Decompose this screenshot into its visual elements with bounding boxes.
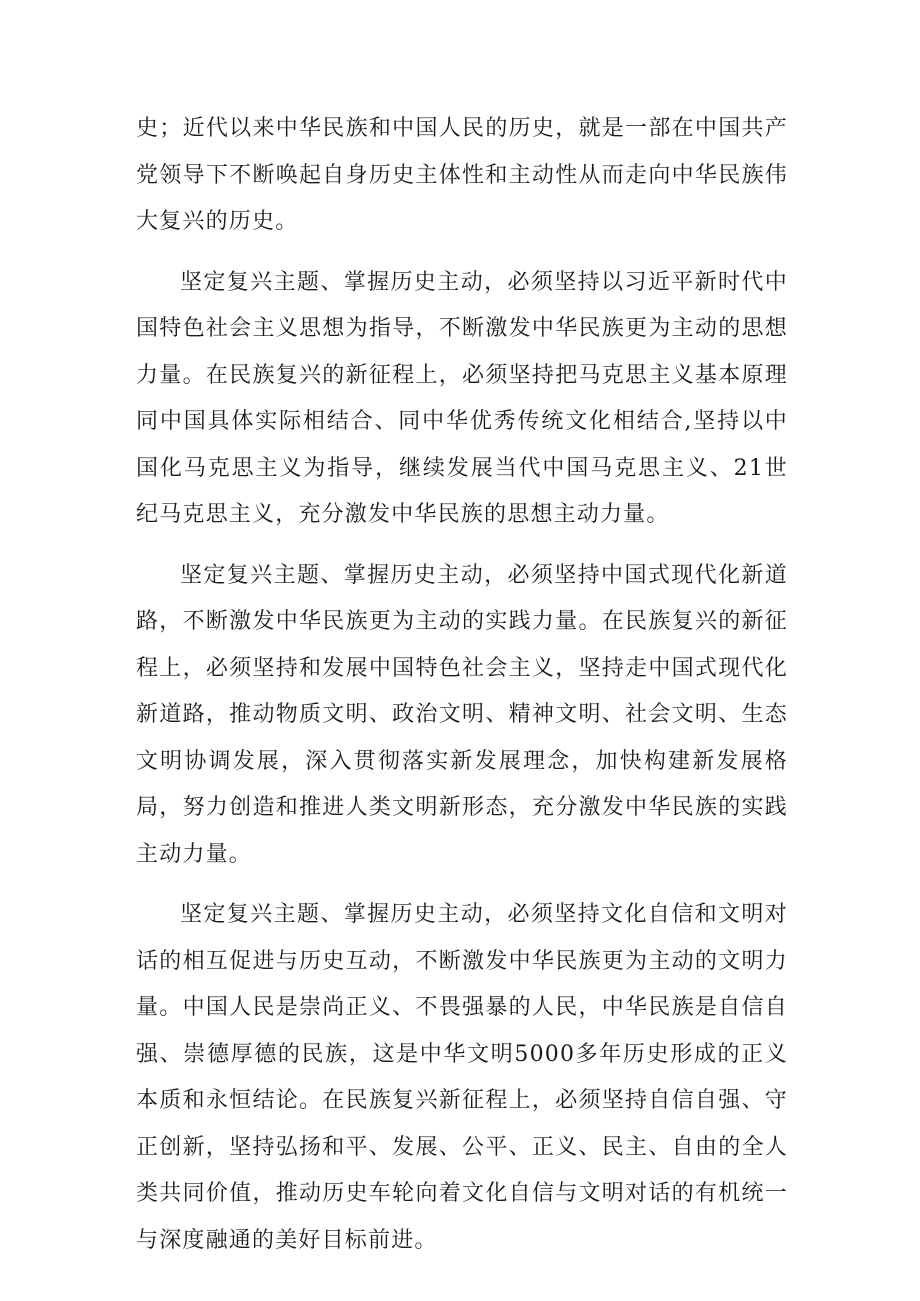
paragraph-4: 坚定复兴主题、掌握历史主动，必须坚持文化自信和文明对话的相互促进与历史互动，不断激发中华民族更为主动的文明力量。中国人民是崇尚正义、不畏强暴的人民，中华民族是自信自强、崇德厚德的民族，这是中华文明5000多年历史形成的正义本质和永恒结论。在民族复兴新征程上，必须坚持自信自强、守正创新，坚持弘扬和平、发展、公平、正义、民主、自由的全人类共同价值，推动历史车轮向着文化自信与文明对话的有机统一与深度融通的美好目标前进。 [136, 902, 788, 1253]
paragraph-3: 坚定复兴主题、掌握历史主动，必须坚持中国式现代化新道路，不断激发中华民族更为主动的实践力量。在民族复兴的新征程上，必须坚持和发展中国特色社会主义，坚持走中国式现代化新道路，推动物质文明、政治文明、精神文明、社会文明、生态文明协调发展，深入贯彻落实新发展理念，加快构建新发展格局，努力创造和推进人类文明新形态，充分激发中华民族的实践主动力量。 [136, 562, 788, 867]
paragraph-2: 坚定复兴主题、掌握历史主动，必须坚持以习近平新时代中国特色社会主义思想为指导，不断激发中华民族更为主动的思想力量。在民族复兴的新征程上，必须坚持把马克思主义基本原理同中国具体实际相结合、同中华优秀传统文化相结合,坚持以中国化马克思主义为指导，继续发展当代中国马克思主义、21世纪马克思主义，充分激发中华民族的思想主动力量。 [136, 269, 788, 527]
paragraph-1: 史；近代以来中华民族和中国人民的历史，就是一部在中国共产党领导下不断唤起自身历史主体性和主动性从而走向中华民族伟大复兴的历史。 [136, 116, 788, 234]
